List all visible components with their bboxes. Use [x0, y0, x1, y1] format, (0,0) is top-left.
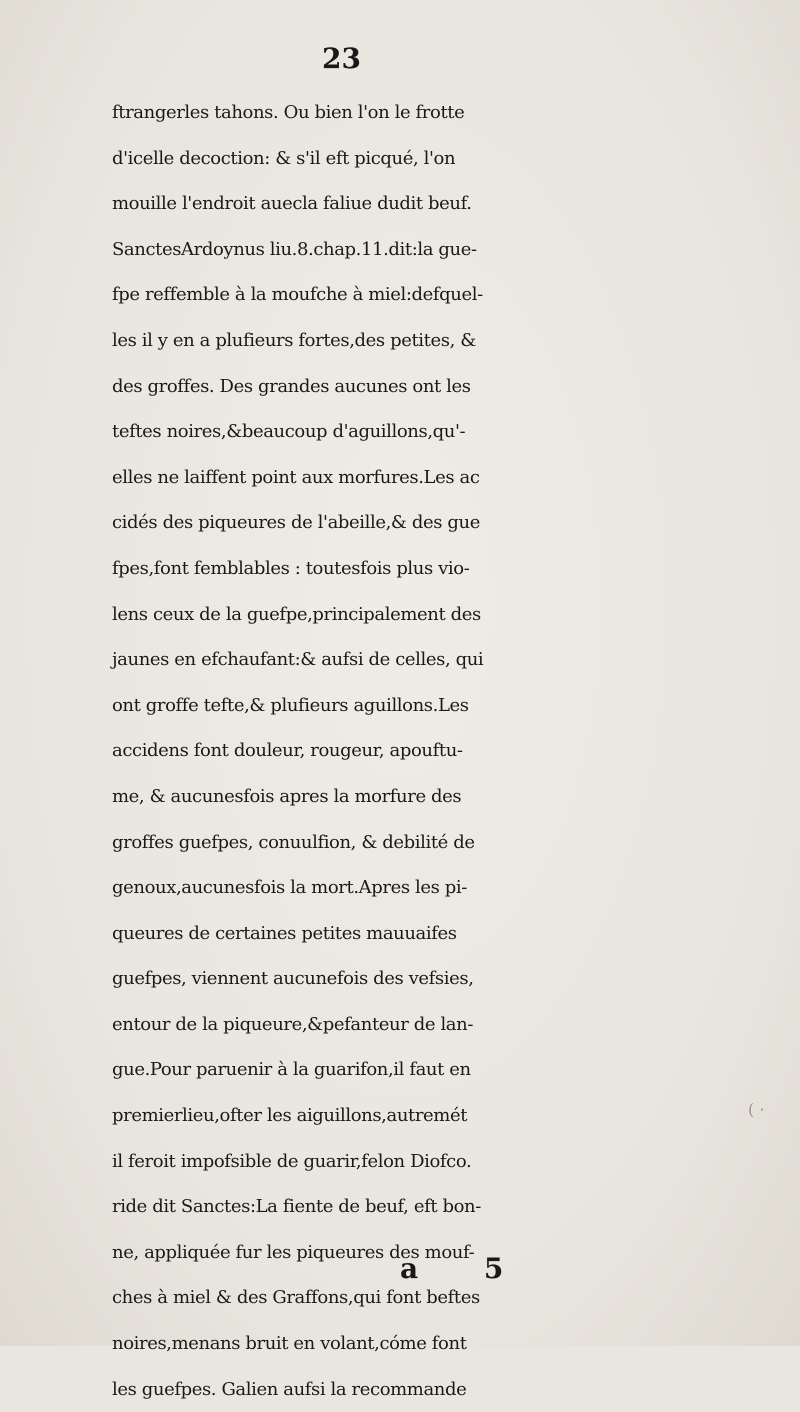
text-line: guefpes, viennent aucunefois des vefsies, [112, 968, 474, 990]
text-line: il feroit impofsible de guarir,felon Diofco. [112, 1150, 472, 1172]
text-line: ches à miel & des Graffons,qui font beftes [112, 1287, 480, 1309]
text-line: genoux,aucunesfois la mort.Apres les pi- [112, 877, 467, 899]
margin-mark: ( · [748, 1100, 765, 1119]
text-line: des groffes. Des grandes aucunes ont les [112, 375, 471, 397]
page-number: 23 [322, 42, 361, 75]
text-line: lens ceux de la guefpe,principalement des [112, 603, 481, 625]
text-line: elles ne laiffent point aux morfures.Les ac [112, 466, 480, 488]
text-line: jaunes en efchaufant:& aufsi de celles, qui [112, 649, 484, 671]
signature-catchwords: a 5 [400, 1252, 532, 1285]
text-line: ride dit Sanctes:La fiente de beuf, eft bon- [112, 1196, 481, 1218]
text-line: gue.Pour paruenir à la guarifon,il faut en [112, 1059, 471, 1081]
text-line: accidens font douleur, rougeur, apouftu- [112, 740, 463, 762]
text-line: groffes guefpes, conuulfion, & debilité de [112, 831, 475, 853]
text-line: noires,menans bruit en volant,cóme font [112, 1333, 467, 1355]
text-line: queures de certaines petites mauuaifes [112, 922, 457, 944]
text-line: SanctesArdoynus liu.8.chap.11.dit:la gue- [112, 238, 477, 260]
text-line: les guefpes. Galien aufsi la recommande [112, 1378, 467, 1400]
text-line: fpes,font femblables : toutesfois plus vio- [112, 557, 470, 579]
body-text [112, 90, 702, 1412]
text-line: ftrangerles tahons. Ou bien l'on le frotte [112, 102, 465, 123]
text-line: cidés des piqueures de l'abeille,& des gue [112, 512, 480, 534]
text-line: d'icelle decoction: & s'il eft picqué, l'on [112, 147, 456, 169]
text-line: premierlieu,ofter les aiguillons,autremét [112, 1105, 468, 1127]
text-line: fpe reffemble à la moufche à miel:defquel- [112, 284, 483, 306]
text-line: mouille l'endroit auecla faliue dudit beuf. [112, 193, 472, 215]
text-line: ne, appliquée fur les piqueures des mouf- [112, 1241, 475, 1263]
text-line: ont groffe tefte,& plufieurs aguillons.Les [112, 694, 469, 716]
text-line: entour de la piqueure,&pefanteur de lan- [112, 1013, 474, 1035]
text-line: les il y en a plufieurs fortes,des petites, & [112, 329, 476, 351]
text-line: teftes noires,&beaucoup d'aguillons,qu'- [112, 421, 466, 443]
text-line: me, & aucunesfois apres la morfure des [112, 785, 462, 807]
